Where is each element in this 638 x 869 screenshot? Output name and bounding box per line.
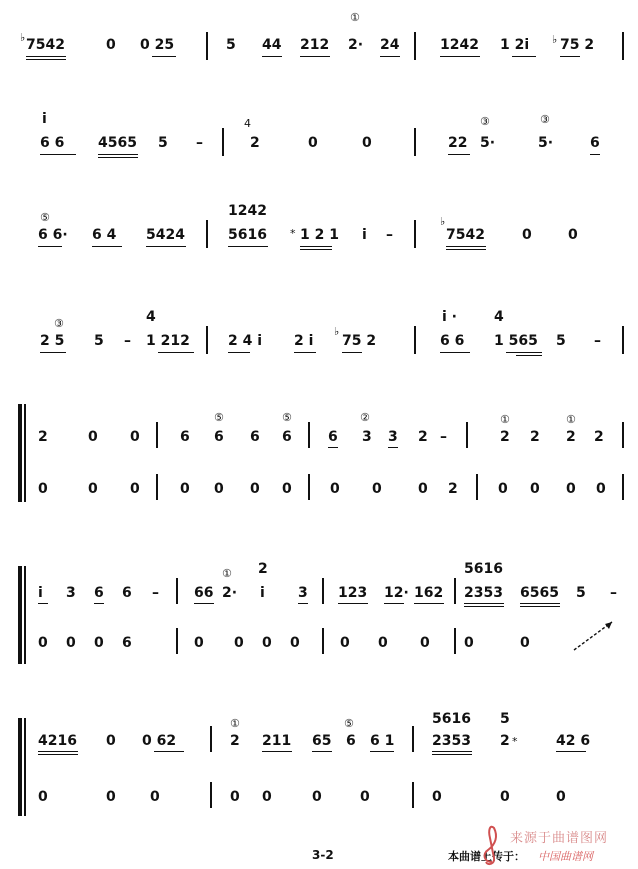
rest: 0 [250, 481, 260, 497]
note: i [42, 111, 47, 127]
note-group: 42 6 [556, 733, 591, 749]
note: 5· [538, 135, 554, 151]
upper-note: 2 [258, 561, 268, 577]
note: 6 [214, 429, 224, 445]
page-number: 3-2 [312, 848, 334, 862]
note: 5 [226, 37, 236, 53]
flat-sign: ♭ [440, 215, 446, 228]
note: 6 [180, 429, 190, 445]
note-group: 2353 [464, 585, 503, 601]
rest: 0 [234, 635, 244, 651]
finger-3: ③ [54, 317, 64, 330]
rest: 0 [38, 481, 48, 497]
finger-5: ⑤ [282, 411, 292, 424]
rest: 0 [420, 635, 430, 651]
rest: 0 [38, 635, 48, 651]
watermark-line-1: 来源于曲谱图网 [510, 831, 609, 846]
rest: 0 [432, 789, 442, 805]
upper-note: 5 [500, 711, 510, 727]
time-sig: 4 [244, 117, 251, 130]
note-group: 4216 [38, 733, 77, 749]
note-group: 75 2 [342, 333, 377, 349]
note: 5 [158, 135, 168, 151]
finger-5: ⑤ [214, 411, 224, 424]
note: 6 [122, 585, 132, 601]
note: 2 [566, 429, 576, 445]
note-group: 2 4 i [228, 333, 263, 349]
note: 3 [362, 429, 372, 445]
finger-5: ⑤ [344, 717, 354, 730]
flat-sign: ♭ [552, 33, 558, 46]
finger-5: ⑤ [40, 211, 50, 224]
rest: 0 [106, 733, 116, 749]
note: 5· [480, 135, 496, 151]
note: 3 [66, 585, 76, 601]
note-group: 7542 [26, 37, 65, 53]
note: 2 [250, 135, 260, 151]
rest: 0 [150, 789, 160, 805]
note-group: 6 6 [440, 333, 465, 349]
note-group: 5616 [228, 227, 267, 243]
upper-note: 4 [494, 309, 504, 325]
note-group: 5424 [146, 227, 185, 243]
finger-1: ① [500, 413, 510, 426]
note-group: 212 [300, 37, 330, 53]
note-group: 1242 [440, 37, 479, 53]
rest: 0 [88, 481, 98, 497]
rest: 0 [180, 481, 190, 497]
rest: 0 [88, 429, 98, 445]
note: i [260, 585, 265, 601]
note: 2 [530, 429, 540, 445]
note: 6 [590, 135, 600, 151]
note-group: 7542 [446, 227, 485, 243]
note: 2 [448, 481, 458, 497]
note-group: 2 5 [40, 333, 65, 349]
rest: 0 [282, 481, 292, 497]
finger-3: ③ [480, 115, 490, 128]
note-group: 24 [380, 37, 400, 53]
note-group: 123 [338, 585, 368, 601]
rest: 0 [38, 789, 48, 805]
note: 3 [388, 429, 398, 445]
rest: 0 [230, 789, 240, 805]
footer-note: 本曲谱上传于： [448, 850, 525, 863]
note: 2 [500, 733, 510, 749]
note-group: 1 212 [146, 333, 190, 349]
upper-note-group: 5616 [432, 711, 471, 727]
rest: 0 [530, 481, 540, 497]
upper-note-group: 5616 [464, 561, 503, 577]
note: 6 [250, 429, 260, 445]
rest: 0 [498, 481, 508, 497]
rest: 0 [362, 135, 372, 151]
note: 6 [94, 585, 104, 601]
note-group: 75 2 [560, 37, 595, 53]
rest: 0 [262, 635, 272, 651]
note: 5 [94, 333, 104, 349]
rest: 0 [568, 227, 578, 243]
finger-1: ① [230, 717, 240, 730]
note-group: 6 6 [40, 135, 65, 151]
rest: 0 [522, 227, 532, 243]
note-group: 22 [448, 135, 468, 151]
finger-1: ① [222, 567, 232, 580]
note: 2 [500, 429, 510, 445]
rest: 0 [330, 481, 340, 497]
rest: 0 [464, 635, 474, 651]
note-group: 2353 [432, 733, 471, 749]
dash: – [610, 585, 617, 601]
flat-sign: ♭ [20, 31, 26, 44]
rest: 0 [194, 635, 204, 651]
finger-1: ① [566, 413, 576, 426]
note: 3 [298, 585, 308, 601]
note-group: 66 [194, 585, 214, 601]
rest: 0 [106, 789, 116, 805]
rest: 0 [566, 481, 576, 497]
glissando-arrow [572, 618, 616, 652]
rest: 0 [596, 481, 606, 497]
rest: 0 [340, 635, 350, 651]
note: 2 [230, 733, 240, 749]
note: 5 [576, 585, 586, 601]
note-group: 1 2 1 [300, 227, 339, 243]
note-group: 65 [312, 733, 332, 749]
note-group: 6 4 [92, 227, 117, 243]
finger-1: ① [350, 11, 360, 24]
dash: – [594, 333, 601, 349]
note-group: 6565 [520, 585, 559, 601]
note: 2 [594, 429, 604, 445]
rest: 0 [262, 789, 272, 805]
note: 2 [38, 429, 48, 445]
rest: 0 [556, 789, 566, 805]
rest: 0 [94, 635, 104, 651]
upper-note: i · [442, 309, 457, 325]
note-group: 0 62 [142, 733, 177, 749]
dash: – [124, 333, 131, 349]
flat-sign: ♭ [334, 325, 340, 338]
note-group: 1242 [228, 203, 267, 219]
note-group: 6 1 [370, 733, 395, 749]
note-group: 12· [384, 585, 409, 601]
rest: 0 [360, 789, 370, 805]
rest: 0 [106, 37, 116, 53]
note: 2· [348, 37, 364, 53]
upper-note: 4 [146, 309, 156, 325]
rest: 0 [500, 789, 510, 805]
ornament: * [290, 227, 296, 240]
note: i [362, 227, 367, 243]
rest: 0 [308, 135, 318, 151]
note-group: 0 25 [140, 37, 175, 53]
note: 6 [328, 429, 338, 445]
treble-clef-icon [478, 822, 504, 866]
note-group: 1 565 [494, 333, 538, 349]
note: 6 [346, 733, 356, 749]
note-group: 6 6· [38, 227, 68, 243]
ornament: * [512, 735, 518, 748]
rest: 0 [130, 429, 140, 445]
note-group: 211 [262, 733, 292, 749]
note: 5 [556, 333, 566, 349]
finger-2: ② [360, 411, 370, 424]
note: 2· [222, 585, 238, 601]
note: 2 [418, 429, 428, 445]
dash: – [152, 585, 159, 601]
watermark-line-2: 中国曲谱网 [538, 850, 593, 863]
rest: 0 [372, 481, 382, 497]
rest: 0 [290, 635, 300, 651]
rest: 0 [378, 635, 388, 651]
dash: – [386, 227, 393, 243]
rest: 0 [214, 481, 224, 497]
rest: 0 [130, 481, 140, 497]
note: 6 [122, 635, 132, 651]
dash: – [196, 135, 203, 151]
dash: – [440, 429, 447, 445]
rest: 0 [312, 789, 322, 805]
note-group: 44 [262, 37, 282, 53]
note: 6 [282, 429, 292, 445]
note-group: 1 2i [500, 37, 530, 53]
note: i [38, 585, 43, 601]
rest: 0 [418, 481, 428, 497]
note-group: 162 [414, 585, 444, 601]
rest: 0 [520, 635, 530, 651]
finger-3: ③ [540, 113, 550, 126]
note-group: 2 i [294, 333, 314, 349]
note-group: 4565 [98, 135, 137, 151]
rest: 0 [66, 635, 76, 651]
